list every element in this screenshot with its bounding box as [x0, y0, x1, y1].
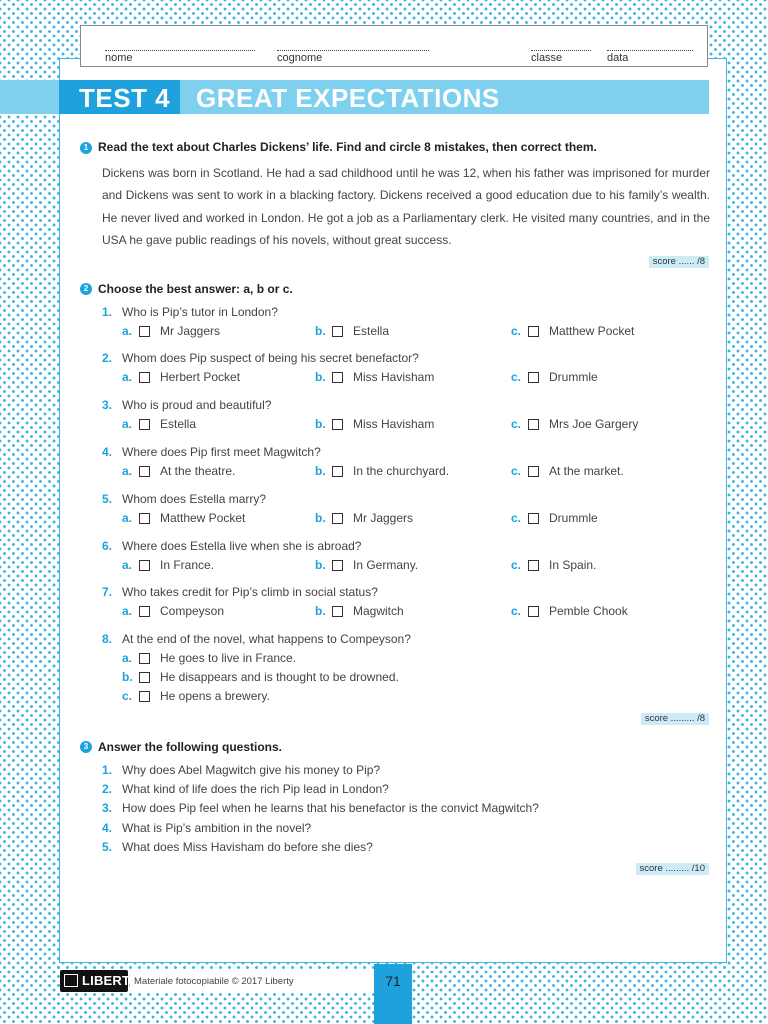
option-checkbox[interactable] — [139, 419, 150, 430]
option-checkbox[interactable] — [332, 606, 343, 617]
question-number: 4. — [102, 820, 113, 835]
option-checkbox[interactable] — [528, 466, 539, 477]
option-text: Estella — [160, 417, 197, 431]
question-number: 4. — [102, 445, 113, 459]
option-checkbox[interactable] — [139, 691, 150, 702]
question-text: What does Miss Havisham do before she dies? — [122, 839, 373, 854]
option-letter: a. — [122, 651, 133, 665]
option-letter: b. — [315, 511, 326, 525]
question-text: How does Pip feel when he learns that his benefactor is the convict Magwitch? — [122, 801, 539, 816]
option-letter: b. — [315, 324, 326, 338]
option-letter: c. — [511, 604, 522, 618]
option-checkbox[interactable] — [528, 513, 539, 524]
student-info-box — [80, 25, 708, 67]
question-text: Why does Abel Magwitch give his money to Pip? — [122, 763, 381, 777]
option-checkbox[interactable] — [528, 372, 539, 383]
liberty-logo-icon — [64, 974, 78, 987]
option-checkbox[interactable] — [332, 560, 343, 571]
question-number: 7. — [102, 585, 113, 599]
question-text: Where does Estella live when she is abroad? — [122, 539, 362, 553]
question-text: Whom does Pip suspect of being his secret benefactor? — [122, 351, 419, 365]
class-field[interactable]: classe — [531, 42, 591, 64]
copyright-notice: Materiale fotocopiabile © 2017 Liberty — [134, 976, 294, 987]
option-checkbox[interactable] — [139, 606, 150, 617]
option-checkbox[interactable] — [139, 560, 150, 571]
question-number: 5. — [102, 839, 113, 854]
option-text: Drummle — [549, 370, 598, 384]
title-band — [0, 80, 709, 114]
option-letter: b. — [315, 558, 326, 572]
question-number: 6. — [102, 539, 113, 553]
option-letter: a. — [122, 558, 133, 572]
option-letter: b. — [315, 417, 326, 431]
exercise-2-number: 2 — [80, 283, 92, 295]
option-checkbox[interactable] — [528, 419, 539, 430]
exercise-2-score: score ......... /8 — [641, 713, 709, 725]
question-text: At the end of the novel, what happens to Compeyson? — [122, 632, 411, 646]
question-number: 2. — [102, 351, 113, 365]
question-number: 3. — [102, 398, 113, 412]
exercise-2-instruction: Choose the best answer: a, b or c. — [98, 282, 293, 296]
option-letter: c. — [122, 689, 133, 703]
option-checkbox[interactable] — [332, 513, 343, 524]
option-text: Matthew Pocket — [160, 511, 246, 525]
option-letter: c. — [511, 464, 522, 478]
option-letter: c. — [511, 558, 522, 572]
option-text: In Germany. — [353, 558, 419, 572]
name-field[interactable]: nome — [105, 42, 255, 64]
option-letter: b. — [315, 370, 326, 384]
question-text: Where does Pip first meet Magwitch? — [122, 445, 321, 459]
option-text: Drummle — [549, 511, 598, 525]
option-letter: a. — [122, 511, 133, 525]
option-checkbox[interactable] — [139, 372, 150, 383]
test-title: GREAT EXPECTATIONS — [196, 83, 500, 113]
option-text: He opens a brewery. — [160, 689, 270, 703]
date-field[interactable]: data — [607, 42, 693, 64]
option-text: Herbert Pocket — [160, 370, 241, 384]
exercise-3-instruction: Answer the following questions. — [98, 740, 283, 754]
exercise-3-number: 3 — [80, 741, 92, 753]
option-checkbox[interactable] — [332, 372, 343, 383]
exercise-1-score: score ...... /8 — [649, 256, 709, 268]
option-letter: a. — [122, 464, 133, 478]
test-number: TEST 4 — [59, 80, 180, 114]
option-checkbox[interactable] — [139, 672, 150, 683]
option-letter: b. — [315, 464, 326, 478]
option-text: Mr Jaggers — [353, 511, 414, 525]
option-text: At the market. — [549, 464, 624, 478]
exercise-1-paragraph: Dickens was born in Scotland. He had a sad childhood until he was 12, when his father was imprisoned for murder and Dickens was sent to work in a blacking factory. Dickens received a good education due to his family’s wealth. He never lived and worked in London. He got a job as a Parliamentary clerk. He visited many countries, and in the USA he gave public readings of his novels, without great success. — [102, 166, 710, 248]
option-text: He goes to live in France. — [160, 651, 297, 665]
option-checkbox[interactable] — [139, 326, 150, 337]
publisher-logo: LIBERTY — [60, 970, 128, 992]
question-number: 8. — [102, 632, 113, 646]
exercise-1-instruction: Read the text about Charles Dickens’ life. Find and circle 8 mistakes, then correct them. — [98, 140, 597, 154]
option-text: Magwitch — [353, 604, 404, 618]
option-text: Mrs Joe Gargery — [549, 417, 639, 431]
option-checkbox[interactable] — [139, 466, 150, 477]
question-text: Who is Pip’s tutor in London? — [122, 305, 278, 319]
page-number: 71 — [374, 964, 412, 1024]
option-checkbox[interactable] — [528, 606, 539, 617]
option-checkbox[interactable] — [139, 653, 150, 664]
option-text: Miss Havisham — [353, 370, 435, 384]
option-text: Pemble Chook — [549, 604, 628, 618]
option-letter: b. — [315, 604, 326, 618]
option-checkbox[interactable] — [332, 466, 343, 477]
question-number: 1. — [102, 305, 113, 319]
option-text: In France. — [160, 558, 215, 572]
option-checkbox[interactable] — [332, 326, 343, 337]
question-number: 1. — [102, 763, 113, 777]
option-letter: c. — [511, 370, 522, 384]
question-text: Who is proud and beautiful? — [122, 398, 272, 412]
option-letter: b. — [122, 670, 133, 684]
surname-field[interactable]: cognome — [277, 42, 429, 64]
option-text: Mr Jaggers — [160, 324, 221, 338]
option-letter: a. — [122, 324, 133, 338]
question-number: 3. — [102, 801, 113, 816]
option-checkbox[interactable] — [332, 419, 343, 430]
option-letter: c. — [511, 417, 522, 431]
exercise-1-number: 1 — [80, 142, 92, 154]
option-letter: a. — [122, 370, 133, 384]
option-checkbox[interactable] — [528, 560, 539, 571]
option-text: Matthew Pocket — [549, 324, 635, 338]
option-text: He disappears and is thought to be drowned. — [160, 670, 399, 684]
question-text: Whom does Estella marry? — [122, 492, 267, 506]
option-text: In the churchyard. — [353, 464, 450, 478]
exercise-3-score: score ......... /10 — [636, 863, 709, 875]
option-text: Estella — [353, 324, 390, 338]
question-text: Who takes credit for Pip’s climb in social status? — [122, 585, 378, 599]
option-text: Compeyson — [160, 604, 225, 618]
question-text: What kind of life does the rich Pip lead in London? — [122, 782, 389, 797]
question-text: What is Pip’s ambition in the novel? — [122, 820, 312, 835]
option-letter: a. — [122, 417, 133, 431]
option-checkbox[interactable] — [139, 513, 150, 524]
option-checkbox[interactable] — [528, 326, 539, 337]
option-letter: c. — [511, 511, 522, 525]
option-text: At the theatre. — [160, 464, 236, 478]
question-number: 5. — [102, 492, 113, 506]
option-letter: c. — [511, 324, 522, 338]
option-text: Miss Havisham — [353, 417, 435, 431]
question-number: 2. — [102, 782, 113, 797]
option-letter: a. — [122, 604, 133, 618]
option-text: In Spain. — [549, 558, 597, 572]
